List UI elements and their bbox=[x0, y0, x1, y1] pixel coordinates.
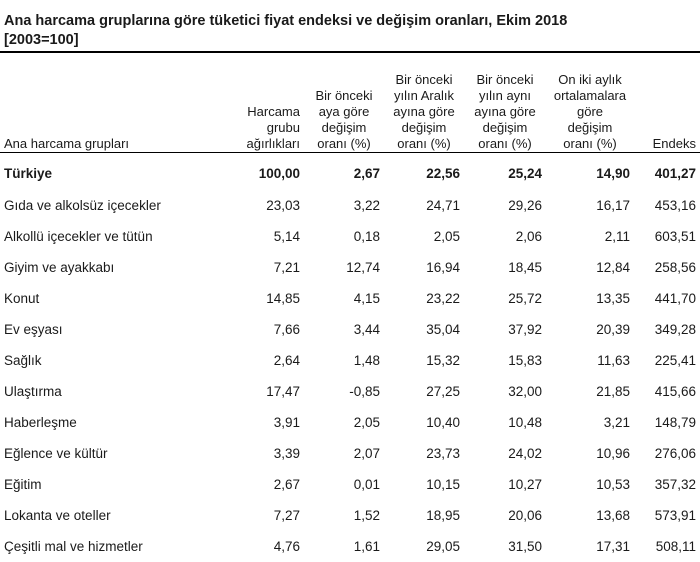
value-cell: 10,40 bbox=[426, 415, 460, 430]
value-cell: 453,16 bbox=[654, 198, 696, 213]
column-header-line: aya göre bbox=[318, 104, 370, 119]
group-name-cell: Konut bbox=[4, 291, 40, 306]
column-header-line: ayına göre bbox=[393, 104, 455, 119]
table-row bbox=[0, 500, 700, 531]
value-cell: 10,15 bbox=[426, 477, 460, 492]
column-header-line: oranı (%) bbox=[317, 136, 371, 151]
value-cell: 12,84 bbox=[596, 260, 630, 275]
value-cell: 2,64 bbox=[273, 353, 300, 368]
column-header-line: yılın Aralık bbox=[394, 88, 454, 103]
value-cell: 0,01 bbox=[353, 477, 380, 492]
value-cell: 15,32 bbox=[426, 353, 460, 368]
column-header-line: ayına göre bbox=[474, 104, 536, 119]
value-cell: 32,00 bbox=[508, 384, 542, 399]
table-row bbox=[0, 221, 700, 252]
column-header-1 bbox=[230, 53, 304, 156]
group-name-cell: Alkollü içecekler ve tütün bbox=[4, 229, 153, 244]
group-name-cell: Ulaştırma bbox=[4, 384, 62, 399]
value-cell: 17,31 bbox=[596, 539, 630, 554]
value-cell: 24,71 bbox=[426, 198, 460, 213]
group-name-cell: Giyim ve ayakkabı bbox=[4, 260, 115, 275]
group-name-cell: Gıda ve alkolsüz içecekler bbox=[4, 198, 161, 213]
value-cell: 5,14 bbox=[273, 229, 300, 244]
table-row bbox=[0, 190, 700, 221]
column-header-4 bbox=[464, 53, 546, 156]
table-row bbox=[0, 438, 700, 469]
group-name-cell: Haberleşme bbox=[4, 415, 77, 430]
value-cell: 2,67 bbox=[273, 477, 300, 492]
column-header-line: ağırlıkları bbox=[246, 136, 300, 151]
value-cell: 13,68 bbox=[596, 508, 630, 523]
value-cell: 1,61 bbox=[353, 539, 380, 554]
value-cell: 2,11 bbox=[604, 229, 630, 244]
table-subtitle: [2003=100] bbox=[4, 32, 79, 48]
group-name-cell: Ev eşyası bbox=[4, 322, 63, 337]
value-cell: 23,03 bbox=[266, 198, 300, 213]
value-cell: 1,52 bbox=[353, 508, 380, 523]
value-cell: 276,06 bbox=[654, 446, 696, 461]
value-cell: 20,06 bbox=[508, 508, 542, 523]
group-name-cell: Sağlık bbox=[4, 353, 42, 368]
value-cell: 2,07 bbox=[353, 446, 380, 461]
value-cell: 10,96 bbox=[596, 446, 630, 461]
value-cell: 7,21 bbox=[273, 260, 300, 275]
value-cell: 2,67 bbox=[353, 165, 380, 181]
value-cell: 15,83 bbox=[508, 353, 542, 368]
table-body bbox=[0, 156, 700, 562]
column-header-line: Endeks bbox=[652, 136, 696, 151]
column-header-line: oranı (%) bbox=[563, 136, 617, 151]
value-cell: 23,73 bbox=[426, 446, 460, 461]
value-cell: 7,27 bbox=[273, 508, 300, 523]
value-cell: 16,94 bbox=[426, 260, 460, 275]
value-cell: 3,39 bbox=[273, 446, 300, 461]
value-cell: 1,48 bbox=[353, 353, 380, 368]
value-cell: 3,22 bbox=[353, 198, 380, 213]
value-cell: 4,76 bbox=[273, 539, 300, 554]
value-cell: 20,39 bbox=[596, 322, 630, 337]
total-row bbox=[0, 156, 700, 190]
value-cell: -0,85 bbox=[349, 384, 380, 399]
value-cell: 401,27 bbox=[654, 165, 696, 181]
value-cell: 258,56 bbox=[654, 260, 696, 275]
table-row bbox=[0, 376, 700, 407]
value-cell: 7,66 bbox=[273, 322, 300, 337]
value-cell: 4,15 bbox=[353, 291, 380, 306]
value-cell: 573,91 bbox=[654, 508, 696, 523]
cpi-table bbox=[0, 53, 700, 562]
table-row bbox=[0, 314, 700, 345]
value-cell: 11,63 bbox=[597, 353, 630, 368]
value-cell: 2,05 bbox=[353, 415, 380, 430]
column-header-0 bbox=[0, 53, 230, 156]
value-cell: 22,56 bbox=[426, 165, 460, 181]
value-cell: 100,00 bbox=[258, 165, 300, 181]
group-name-cell: Türkiye bbox=[4, 165, 53, 181]
value-cell: 25,72 bbox=[508, 291, 542, 306]
value-cell: 21,85 bbox=[596, 384, 630, 399]
value-cell: 29,26 bbox=[508, 198, 542, 213]
value-cell: 13,35 bbox=[596, 291, 630, 306]
value-cell: 508,11 bbox=[655, 539, 696, 554]
table-header-row bbox=[0, 53, 700, 156]
value-cell: 14,90 bbox=[596, 165, 630, 181]
value-cell: 35,04 bbox=[426, 322, 460, 337]
value-cell: 0,18 bbox=[353, 229, 380, 244]
column-header-3 bbox=[384, 53, 464, 156]
value-cell: 24,02 bbox=[508, 446, 542, 461]
column-header-line: On iki aylık bbox=[558, 72, 622, 87]
value-cell: 16,17 bbox=[596, 198, 630, 213]
value-cell: 31,50 bbox=[508, 539, 542, 554]
column-header-line: Bir önceki bbox=[315, 88, 373, 103]
value-cell: 148,79 bbox=[654, 415, 696, 430]
column-header-line: Ana harcama grupları bbox=[4, 136, 130, 151]
value-cell: 2,06 bbox=[515, 229, 542, 244]
column-header-5 bbox=[546, 53, 634, 156]
group-name-cell: Lokanta ve oteller bbox=[4, 508, 111, 523]
value-cell: 225,41 bbox=[654, 353, 696, 368]
table-row bbox=[0, 252, 700, 283]
value-cell: 23,22 bbox=[426, 291, 460, 306]
column-header-line: grubu bbox=[266, 120, 300, 135]
value-cell: 603,51 bbox=[654, 229, 696, 244]
column-header-line: Harcama bbox=[247, 104, 300, 119]
column-header-line: göre bbox=[576, 104, 604, 119]
table-title: Ana harcama gruplarına göre tüketici fiyat endeksi ve değişim oranları, Ekim 2018 bbox=[4, 13, 568, 29]
column-header-line: Bir önceki bbox=[395, 72, 453, 87]
value-cell: 12,74 bbox=[346, 260, 380, 275]
value-cell: 18,95 bbox=[426, 508, 460, 523]
table-row bbox=[0, 531, 700, 562]
value-cell: 17,47 bbox=[266, 384, 300, 399]
column-header-line: değişim bbox=[482, 120, 528, 135]
value-cell: 3,44 bbox=[353, 322, 380, 337]
value-cell: 27,25 bbox=[426, 384, 460, 399]
value-cell: 25,24 bbox=[508, 165, 542, 181]
group-name-cell: Eğitim bbox=[4, 477, 42, 492]
group-name-cell: Çeşitli mal ve hizmetler bbox=[4, 539, 143, 554]
column-header-line: değişim bbox=[401, 120, 447, 135]
value-cell: 349,28 bbox=[654, 322, 696, 337]
value-cell: 441,70 bbox=[654, 291, 696, 306]
table-row bbox=[0, 469, 700, 500]
value-cell: 2,05 bbox=[433, 229, 460, 244]
column-header-line: ortalamalara bbox=[553, 88, 627, 103]
column-header-line: oranı (%) bbox=[397, 136, 451, 151]
column-header-line: yılın aynı bbox=[478, 88, 532, 103]
value-cell: 18,45 bbox=[508, 260, 542, 275]
column-header-6 bbox=[634, 53, 700, 156]
value-cell: 10,27 bbox=[508, 477, 542, 492]
value-cell: 14,85 bbox=[266, 291, 300, 306]
column-header-2 bbox=[304, 53, 384, 156]
group-name-cell: Eğlence ve kültür bbox=[4, 446, 108, 461]
value-cell: 415,66 bbox=[654, 384, 696, 399]
value-cell: 3,21 bbox=[603, 415, 630, 430]
value-cell: 357,32 bbox=[654, 477, 696, 492]
value-cell: 3,91 bbox=[273, 415, 300, 430]
table-row bbox=[0, 283, 700, 314]
column-header-line: değişim bbox=[567, 120, 613, 135]
header-rule bbox=[0, 152, 700, 153]
value-cell: 10,48 bbox=[508, 415, 542, 430]
column-header-line: oranı (%) bbox=[478, 136, 532, 151]
column-header-line: değişim bbox=[321, 120, 367, 135]
column-header-line: Bir önceki bbox=[476, 72, 534, 87]
value-cell: 37,92 bbox=[508, 322, 542, 337]
table-row bbox=[0, 345, 700, 376]
table-row bbox=[0, 407, 700, 438]
value-cell: 10,53 bbox=[596, 477, 630, 492]
value-cell: 29,05 bbox=[426, 539, 460, 554]
